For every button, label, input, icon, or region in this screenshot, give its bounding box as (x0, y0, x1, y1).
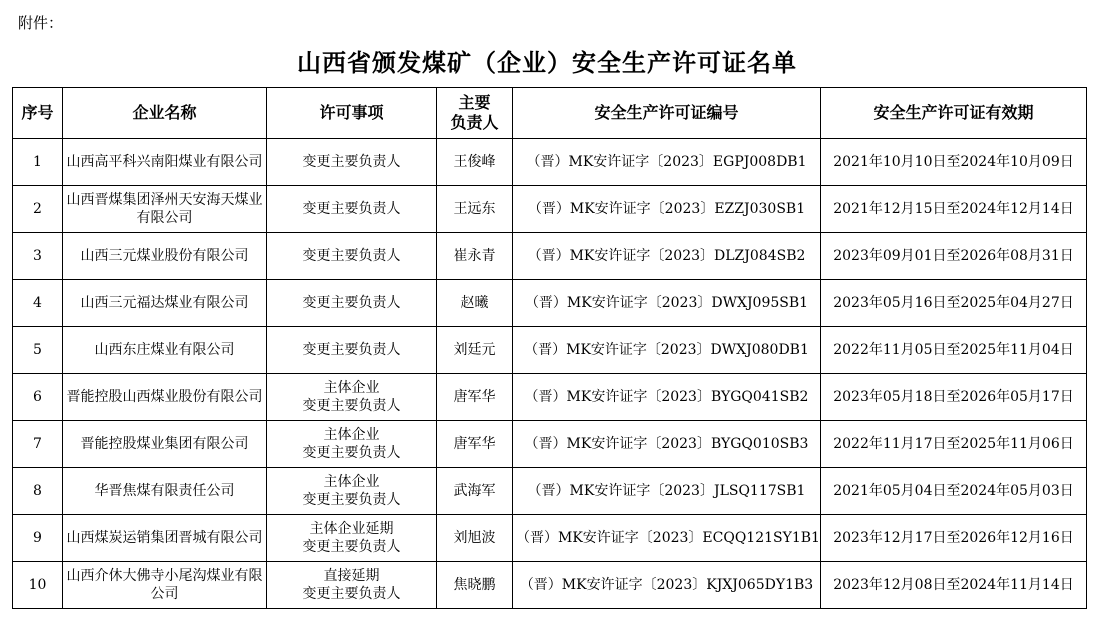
cell-validity: 2023年05月18日至2026年05月17日 (821, 374, 1087, 421)
cell-company: 晋能控股山西煤业股份有限公司 (63, 374, 267, 421)
cell-index: 7 (13, 421, 63, 468)
attachment-label: 附件： (18, 14, 64, 32)
cell-leader: 赵曦 (437, 280, 513, 327)
cell-item: 主体企业 变更主要负责人 (267, 468, 437, 515)
column-header-index: 序号 (13, 88, 63, 139)
cell-validity: 2021年12月15日至2024年12月14日 (821, 186, 1087, 233)
cell-index: 8 (13, 468, 63, 515)
cell-validity: 2023年12月17日至2026年12月16日 (821, 515, 1087, 562)
license-table (12, 87, 1087, 609)
cell-leader: 唐军华 (437, 374, 513, 421)
column-header-company: 企业名称 (63, 88, 267, 139)
cell-validity: 2022年11月05日至2025年11月04日 (821, 327, 1087, 374)
column-header-item: 许可事项 (267, 88, 437, 139)
cell-company: 山西晋煤集团泽州天安海天煤业有限公司 (63, 186, 267, 233)
cell-index: 1 (13, 139, 63, 186)
cell-item: 变更主要负责人 (267, 327, 437, 374)
cell-company: 山西高平科兴南阳煤业有限公司 (63, 139, 267, 186)
cell-company: 华晋焦煤有限责任公司 (63, 468, 267, 515)
table-row (13, 139, 1087, 186)
cell-leader: 王俊峰 (437, 139, 513, 186)
cell-code: （晋）MK安许证字〔2023〕BYGQ041SB2 (513, 374, 821, 421)
cell-code: （晋）MK安许证字〔2023〕BYGQ010SB3 (513, 421, 821, 468)
cell-item: 变更主要负责人 (267, 186, 437, 233)
cell-leader: 唐军华 (437, 421, 513, 468)
table-row (13, 562, 1087, 609)
cell-company: 山西介休大佛寺小尾沟煤业有限公司 (63, 562, 267, 609)
cell-leader: 焦晓鹏 (437, 562, 513, 609)
cell-index: 6 (13, 374, 63, 421)
cell-item: 主体企业 变更主要负责人 (267, 374, 437, 421)
table-row (13, 233, 1087, 280)
cell-item: 直接延期 变更主要负责人 (267, 562, 437, 609)
cell-company: 山西东庄煤业有限公司 (63, 327, 267, 374)
cell-code: （晋）MK安许证字〔2023〕JLSQ117SB1 (513, 468, 821, 515)
cell-code: （晋）MK安许证字〔2023〕KJXJ065DY1B3 (513, 562, 821, 609)
cell-company: 山西三元福达煤业有限公司 (63, 280, 267, 327)
cell-code: （晋）MK安许证字〔2023〕ECQQ121SY1B1 (513, 515, 821, 562)
cell-code: （晋）MK安许证字〔2023〕EZZJ030SB1 (513, 186, 821, 233)
cell-validity: 2023年05月16日至2025年04月27日 (821, 280, 1087, 327)
cell-code: （晋）MK安许证字〔2023〕DWXJ080DB1 (513, 327, 821, 374)
cell-company: 晋能控股煤业集团有限公司 (63, 421, 267, 468)
table-row (13, 421, 1087, 468)
cell-leader: 武海军 (437, 468, 513, 515)
cell-index: 9 (13, 515, 63, 562)
cell-leader: 崔永青 (437, 233, 513, 280)
cell-validity: 2023年09月01日至2026年08月31日 (821, 233, 1087, 280)
cell-code: （晋）MK安许证字〔2023〕DWXJ095SB1 (513, 280, 821, 327)
table-row (13, 327, 1087, 374)
table-row (13, 468, 1087, 515)
cell-index: 3 (13, 233, 63, 280)
table-row (13, 374, 1087, 421)
cell-validity: 2022年11月17日至2025年11月06日 (821, 421, 1087, 468)
cell-index: 5 (13, 327, 63, 374)
page-title: 山西省颁发煤矿（企业）安全生产许可证名单 (297, 49, 797, 77)
table-header-row (13, 88, 1087, 139)
cell-validity: 2021年05月04日至2024年05月03日 (821, 468, 1087, 515)
cell-item: 变更主要负责人 (267, 280, 437, 327)
cell-item: 变更主要负责人 (267, 233, 437, 280)
cell-index: 4 (13, 280, 63, 327)
cell-leader: 王远东 (437, 186, 513, 233)
cell-item: 变更主要负责人 (267, 139, 437, 186)
column-header-leader: 主要 负责人 (437, 88, 513, 139)
cell-leader: 刘廷元 (437, 327, 513, 374)
cell-index: 10 (13, 562, 63, 609)
table-row (13, 280, 1087, 327)
table-row (13, 515, 1087, 562)
cell-validity: 2021年10月10日至2024年10月09日 (821, 139, 1087, 186)
column-header-code: 安全生产许可证编号 (513, 88, 821, 139)
cell-code: （晋）MK安许证字〔2023〕DLZJ084SB2 (513, 233, 821, 280)
cell-company: 山西三元煤业股份有限公司 (63, 233, 267, 280)
cell-company: 山西煤炭运销集团晋城有限公司 (63, 515, 267, 562)
cell-leader: 刘旭波 (437, 515, 513, 562)
cell-index: 2 (13, 186, 63, 233)
table-body (13, 139, 1087, 609)
column-header-validity: 安全生产许可证有效期 (821, 88, 1087, 139)
table-row (13, 186, 1087, 233)
cell-item: 主体企业延期 变更主要负责人 (267, 515, 437, 562)
cell-validity: 2023年12月08日至2024年11月14日 (821, 562, 1087, 609)
cell-code: （晋）MK安许证字〔2023〕EGPJ008DB1 (513, 139, 821, 186)
cell-item: 主体企业 变更主要负责人 (267, 421, 437, 468)
